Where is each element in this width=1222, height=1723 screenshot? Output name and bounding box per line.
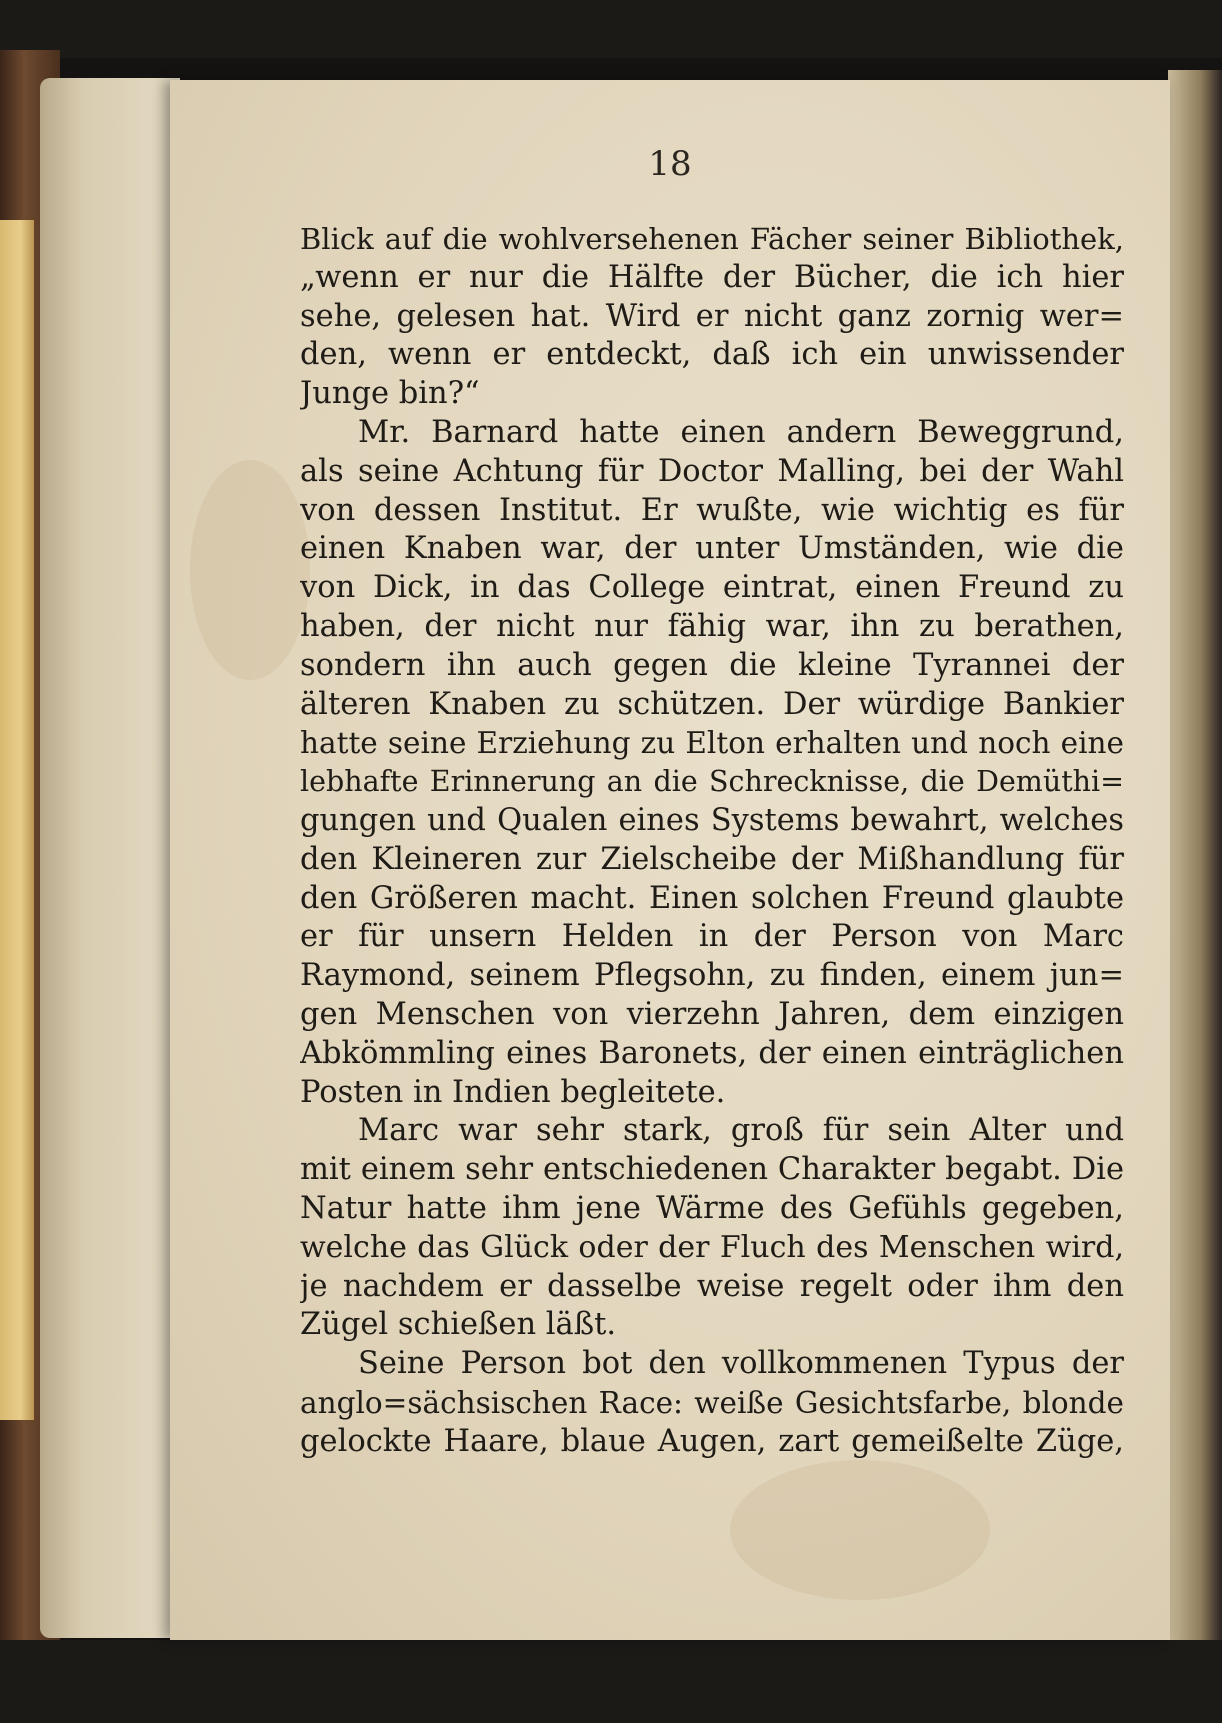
text-line: Seine Person bot den vollkommenen Typus der <box>358 1346 1124 1382</box>
text-line: Blick auf die wohlversehenen Fächer seiner Bibliothek, <box>300 222 1124 256</box>
text-line: gelockte Haare, blaue Augen, zart gemeißelte Züge, <box>300 1423 1124 1459</box>
text-line: Mr. Barnard hatte einen andern Beweggrund, <box>358 414 1124 450</box>
text-line: von Dick, in das College eintrat, einen Freund zu <box>300 570 1124 606</box>
text-line: den Größeren macht. Einen solchen Freund glaubte <box>300 880 1124 916</box>
text-line: haben, der nicht nur fähig war, ihn zu berathen, <box>300 608 1124 644</box>
text-line: Natur hatte ihm jene Wärme des Gefühls gegeben, <box>300 1190 1124 1226</box>
body-text <box>300 220 1124 1462</box>
text-line: sehe, gelesen hat. Wird er nicht ganz zornig wer= <box>300 298 1124 334</box>
text-line: Posten in Indien begleitete. <box>300 1074 726 1110</box>
text-line: Junge bin?“ <box>300 376 480 412</box>
text-line: einen Knaben war, der unter Umständen, wie die <box>300 531 1124 567</box>
text-line: Abkömmling eines Baronets, der einen einträglichen <box>300 1035 1124 1071</box>
text-line: gungen und Qualen eines Systems bewahrt, welches <box>300 802 1124 838</box>
book-cover-top <box>0 0 1222 58</box>
text-line: Marc war sehr stark, groß für sein Alter und <box>358 1113 1124 1149</box>
text-line: sondern ihn auch gegen die kleine Tyrannei der <box>300 647 1124 683</box>
text-line: Zügel schießen läßt. <box>300 1307 617 1343</box>
text-line: „wenn er nur die Hälfte der Bücher, die ich hier <box>300 259 1124 295</box>
text-line: anglo=sächsischen Race: weiße Gesichtsfarbe, blonde <box>300 1385 1124 1420</box>
text-line: je nachdem er dasselbe weise regelt oder ihm den <box>300 1268 1124 1304</box>
text-line: den Kleineren zur Zielscheibe der Mißhandlung für <box>300 841 1124 877</box>
text-line: Raymond, seinem Pflegsohn, zu finden, einem jun= <box>300 958 1124 994</box>
page-number: 18 <box>648 144 692 184</box>
text-line: als seine Achtung für Doctor Malling, bei der Wahl <box>300 453 1124 489</box>
text-line: älteren Knaben zu schützen. Der würdige Bankier <box>300 686 1124 722</box>
text-line: lebhafte Erinnerung an die Schrecknisse, die Demüthi= <box>300 765 1124 799</box>
text-line: gen Menschen von vierzehn Jahren, dem einzigen <box>300 996 1124 1032</box>
book-page <box>170 80 1170 1640</box>
page-right-edge <box>1168 70 1222 1660</box>
text-line: mit einem sehr entschiedenen Charakter begabt. Die <box>300 1152 1124 1188</box>
book-cover-bottom <box>0 1640 1222 1723</box>
book-spine <box>0 220 34 1420</box>
text-line: welche das Glück oder der Fluch des Menschen wird, <box>300 1229 1124 1265</box>
paper-stain <box>730 1460 990 1600</box>
text-line: von dessen Institut. Er wußte, wie wichtig es für <box>300 492 1124 528</box>
paper-stain <box>190 460 310 680</box>
page-stack-edge <box>40 78 180 1638</box>
text-line: er für unsern Helden in der Person von Marc <box>300 919 1124 955</box>
text-line: den, wenn er entdeckt, daß ich ein unwissender <box>300 337 1124 373</box>
text-line: hatte seine Erziehung zu Elton erhalten und noch eine <box>300 726 1124 761</box>
